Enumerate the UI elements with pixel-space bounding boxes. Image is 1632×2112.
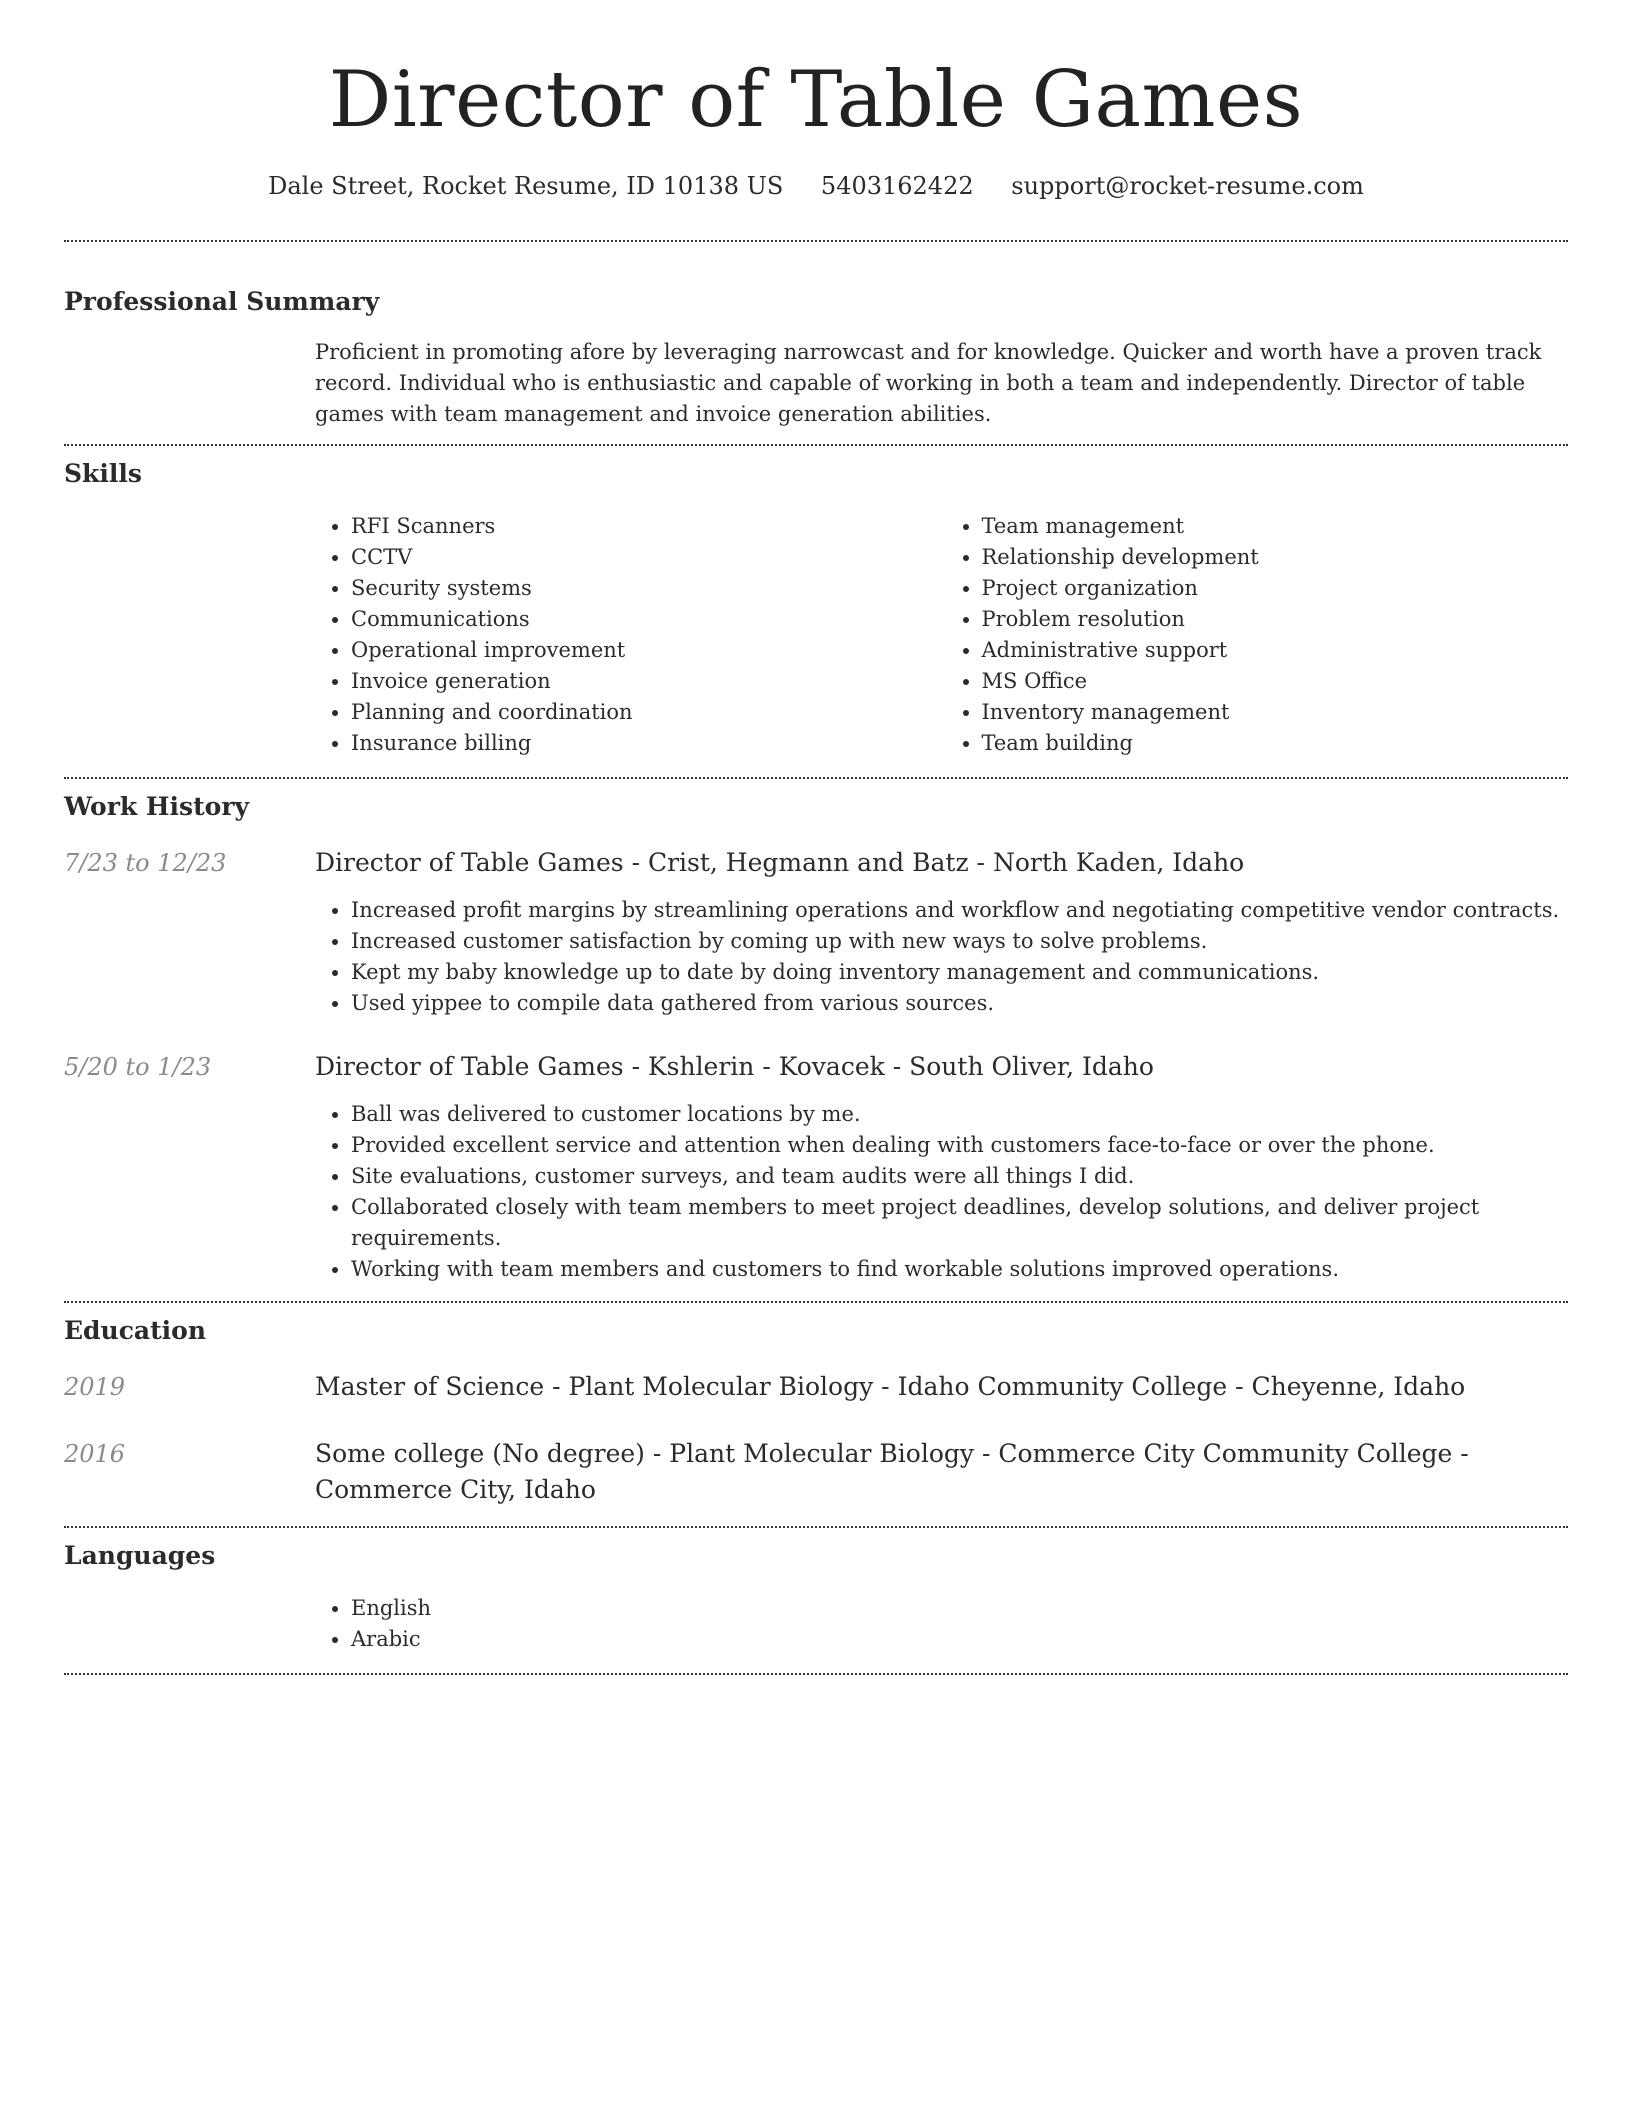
job-bullet: • Ball was delivered to customer locations by me.: [351, 1099, 1568, 1130]
job-bullet: • Site evaluations, customer surveys, and team audits were all things I did.: [351, 1161, 1568, 1192]
job-entry: [64, 845, 1568, 1019]
job-dates: 5/20 to 1/23: [64, 1053, 212, 1081]
job-bullet: • Used yippee to compile data gathered from various sources.: [351, 988, 1568, 1019]
skill-item: • Security systems: [351, 573, 938, 604]
education-text: Some college (No degree) - Plant Molecular Biology - Commerce City Community College - Commerce City, Idaho: [315, 1439, 1469, 1504]
section-title: Languages: [64, 1541, 216, 1570]
job-body: [315, 1049, 1568, 1285]
skill-item: • CCTV: [351, 542, 938, 573]
job-bullet: • Collaborated closely with team members to meet project deadlines, develop solutions, and deliver project requirements.: [351, 1192, 1568, 1254]
skill-item: • Project organization: [982, 573, 1569, 604]
education-entry: [64, 1369, 1568, 1405]
languages-content: [307, 1593, 1568, 1655]
job-bullet: • Increased profit margins by streamlining operations and workflow and negotiating competitive vendor contracts.: [351, 895, 1568, 926]
skill-item: • Operational improvement: [351, 635, 938, 666]
summary-section: [64, 242, 1568, 430]
skills-list-right: [938, 511, 1569, 759]
section-title: Professional Summary: [64, 287, 380, 316]
skill-item: • Communications: [351, 604, 938, 635]
job-bullets: [307, 895, 1568, 1019]
summary-content: [315, 337, 1568, 430]
job-bullet: • Increased customer satisfaction by coming up with new ways to solve problems.: [351, 926, 1568, 957]
education-text: Master of Science - Plant Molecular Biology - Idaho Community College - Cheyenne, Idaho: [315, 1372, 1466, 1401]
job-heading: Director of Table Games - Crist, Hegmann and Batz - North Kaden, Idaho: [315, 848, 1245, 877]
job-bullets: [307, 1099, 1568, 1285]
section-title: Education: [64, 1316, 207, 1345]
job-body: [315, 845, 1568, 1019]
resume-page: [64, 0, 1568, 1675]
skills-section: [64, 446, 1568, 759]
education-year: 2016: [64, 1440, 126, 1468]
languages-section: [64, 1528, 1568, 1655]
address: Dale Street, Rocket Resume, ID 10138 US: [268, 172, 784, 200]
languages-list: [307, 1593, 1568, 1655]
skill-item: • Insurance billing: [351, 728, 938, 759]
skill-item: • Planning and coordination: [351, 697, 938, 728]
skill-item: • Problem resolution: [982, 604, 1569, 635]
skill-item: • Inventory management: [982, 697, 1569, 728]
resume-header: [64, 0, 1568, 202]
education-entry: [64, 1436, 1568, 1508]
phone: 5403162422: [820, 172, 974, 200]
skill-item: • MS Office: [982, 666, 1569, 697]
job-bullet: • Kept my baby knowledge up to date by doing inventory management and communications.: [351, 957, 1568, 988]
skill-item: • Team building: [982, 728, 1569, 759]
job-bullet: • Working with team members and customers to find workable solutions improved operations.: [351, 1254, 1568, 1285]
skill-item: • Team management: [982, 511, 1569, 542]
education-year: 2019: [64, 1373, 126, 1401]
language-item: • Arabic: [351, 1624, 1568, 1655]
skill-item: • Invoice generation: [351, 666, 938, 697]
job-bullet: • Provided excellent service and attention when dealing with customers face-to-face or over the phone.: [351, 1130, 1568, 1161]
section-title: Skills: [64, 459, 142, 488]
candidate-name: Director of Table Games: [328, 55, 1304, 145]
section-title: Work History: [64, 792, 250, 821]
job-dates: 7/23 to 12/23: [64, 849, 227, 877]
skill-item: • Administrative support: [982, 635, 1569, 666]
language-item: • English: [351, 1593, 1568, 1624]
divider: [64, 1673, 1568, 1675]
summary-text: Proficient in promoting afore by leveraging narrowcast and for knowledge. Quicker and worth have a proven track record. Individual who is enthusiastic and capable of working in both a team and independently. Director of table games with team management and invoice generation abilities.: [315, 340, 1542, 426]
job-entry: [64, 1049, 1568, 1285]
skill-item: • RFI Scanners: [351, 511, 938, 542]
job-heading: Director of Table Games - Kshlerin - Kovacek - South Oliver, Idaho: [315, 1052, 1154, 1081]
email: support@rocket-resume.com: [1011, 172, 1364, 200]
education-section: [64, 1303, 1568, 1508]
skills-content: [307, 511, 1568, 759]
work-section: [64, 779, 1568, 1285]
contact-line: [64, 170, 1568, 202]
skills-list-left: [307, 511, 938, 759]
skill-item: • Relationship development: [982, 542, 1569, 573]
